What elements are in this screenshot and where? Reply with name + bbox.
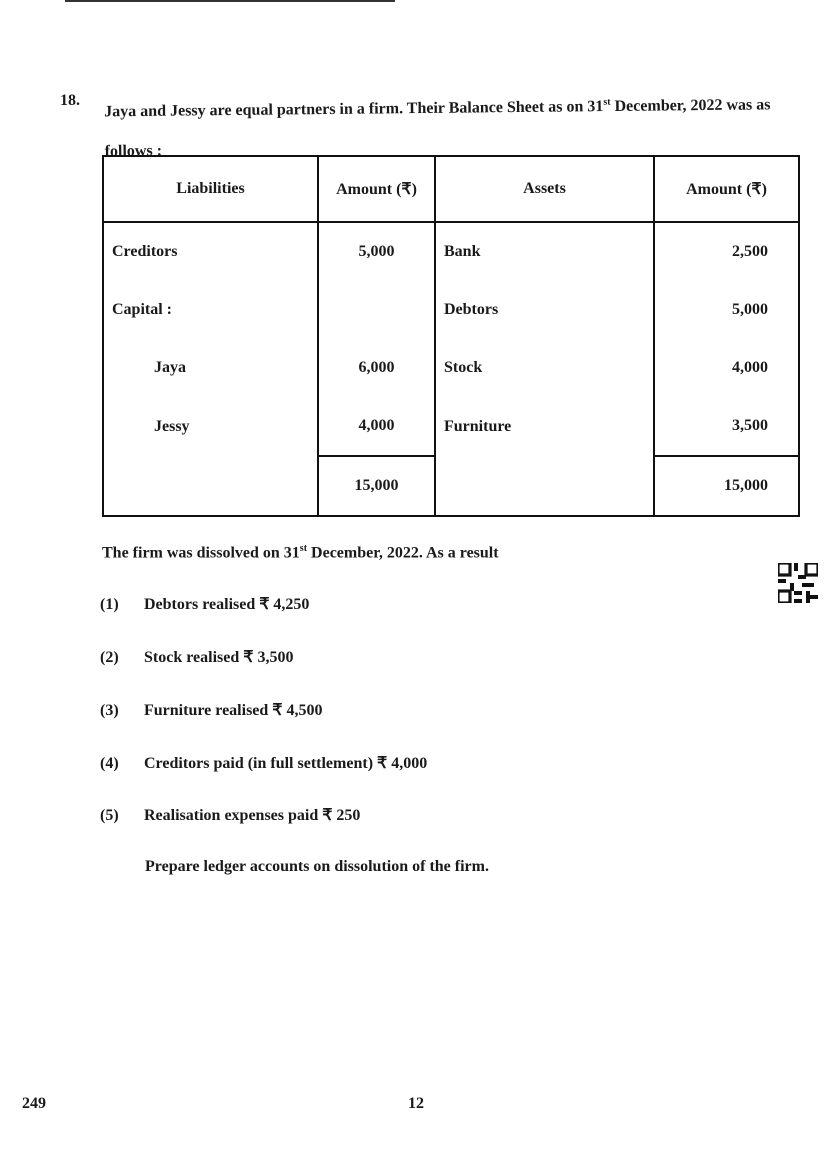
table-row — [103, 397, 799, 456]
header-amount: Amount (₹) — [318, 156, 435, 222]
asset-cell: Stock — [435, 339, 654, 397]
asset-cell: Debtors — [435, 281, 654, 339]
table-row — [103, 281, 799, 339]
empty-cell — [103, 456, 318, 516]
table-row — [103, 222, 799, 281]
qr-code-icon — [778, 563, 818, 603]
list-item — [100, 700, 322, 720]
list-item — [100, 647, 293, 667]
table-row — [103, 339, 799, 397]
item-text: Debtors realised ₹ 4,250 — [144, 596, 310, 613]
item-text: Realisation expenses paid ₹ 250 — [144, 807, 361, 824]
top-rule — [65, 0, 395, 2]
item-text: Stock realised ₹ 3,500 — [144, 649, 294, 666]
page-number: 12 — [408, 1095, 424, 1112]
amount-cell: 2,500 — [654, 222, 799, 281]
header-assets: Assets — [435, 156, 654, 222]
asset-cell: Furniture — [435, 397, 654, 456]
header-amount: Amount (₹) — [654, 156, 799, 222]
list-item — [100, 594, 309, 614]
table-header-row — [103, 156, 799, 222]
empty-cell — [435, 456, 654, 516]
ordinal-suffix: st — [299, 543, 308, 554]
header-liabilities: Liabilities — [103, 156, 318, 222]
total-liabilities: 15,000 — [318, 456, 435, 516]
question-text-part: Jaya and Jessy are equal partners in a firm. Their Balance Sheet as on 31 — [104, 98, 604, 121]
liability-cell: Jaya — [103, 339, 318, 397]
liability-cell: Jessy — [103, 397, 318, 456]
dissolution-intro-part: The firm was dissolved on 31 — [102, 544, 300, 562]
balance-sheet-table — [102, 155, 800, 517]
amount-cell: 4,000 — [654, 339, 799, 397]
item-text: Creditors paid (in full settlement) ₹ 4,000 — [144, 755, 428, 772]
total-row — [103, 456, 799, 516]
list-item — [100, 805, 360, 825]
item-number: (4) — [100, 755, 119, 772]
amount-cell: 5,000 — [654, 281, 799, 339]
item-text: Furniture realised ₹ 4,500 — [144, 702, 323, 719]
list-item — [100, 753, 427, 773]
item-number: (1) — [100, 596, 119, 613]
liability-cell: Creditors — [103, 222, 318, 281]
total-assets: 15,000 — [654, 456, 799, 516]
asset-cell: Bank — [435, 222, 654, 281]
amount-cell: 4,000 — [318, 397, 435, 456]
dissolution-intro — [102, 543, 499, 562]
item-number: (3) — [100, 702, 119, 719]
amount-cell: 6,000 — [318, 339, 435, 397]
amount-cell: 5,000 — [318, 222, 435, 281]
ordinal-suffix: st — [603, 96, 611, 108]
item-number: (5) — [100, 807, 119, 824]
amount-cell — [318, 281, 435, 339]
dissolution-intro-part: December, 2022. As a result — [307, 544, 499, 562]
amount-cell: 3,500 — [654, 397, 799, 456]
question-text-part: December, 2022 was as follows : — [104, 96, 771, 161]
item-number: (2) — [100, 649, 119, 666]
instruction: Prepare ledger accounts on dissolution of the firm. — [145, 858, 489, 875]
liability-cell: Capital : — [103, 281, 318, 339]
question-number: 18. — [60, 92, 80, 109]
paper-code: 249 — [22, 1095, 46, 1112]
